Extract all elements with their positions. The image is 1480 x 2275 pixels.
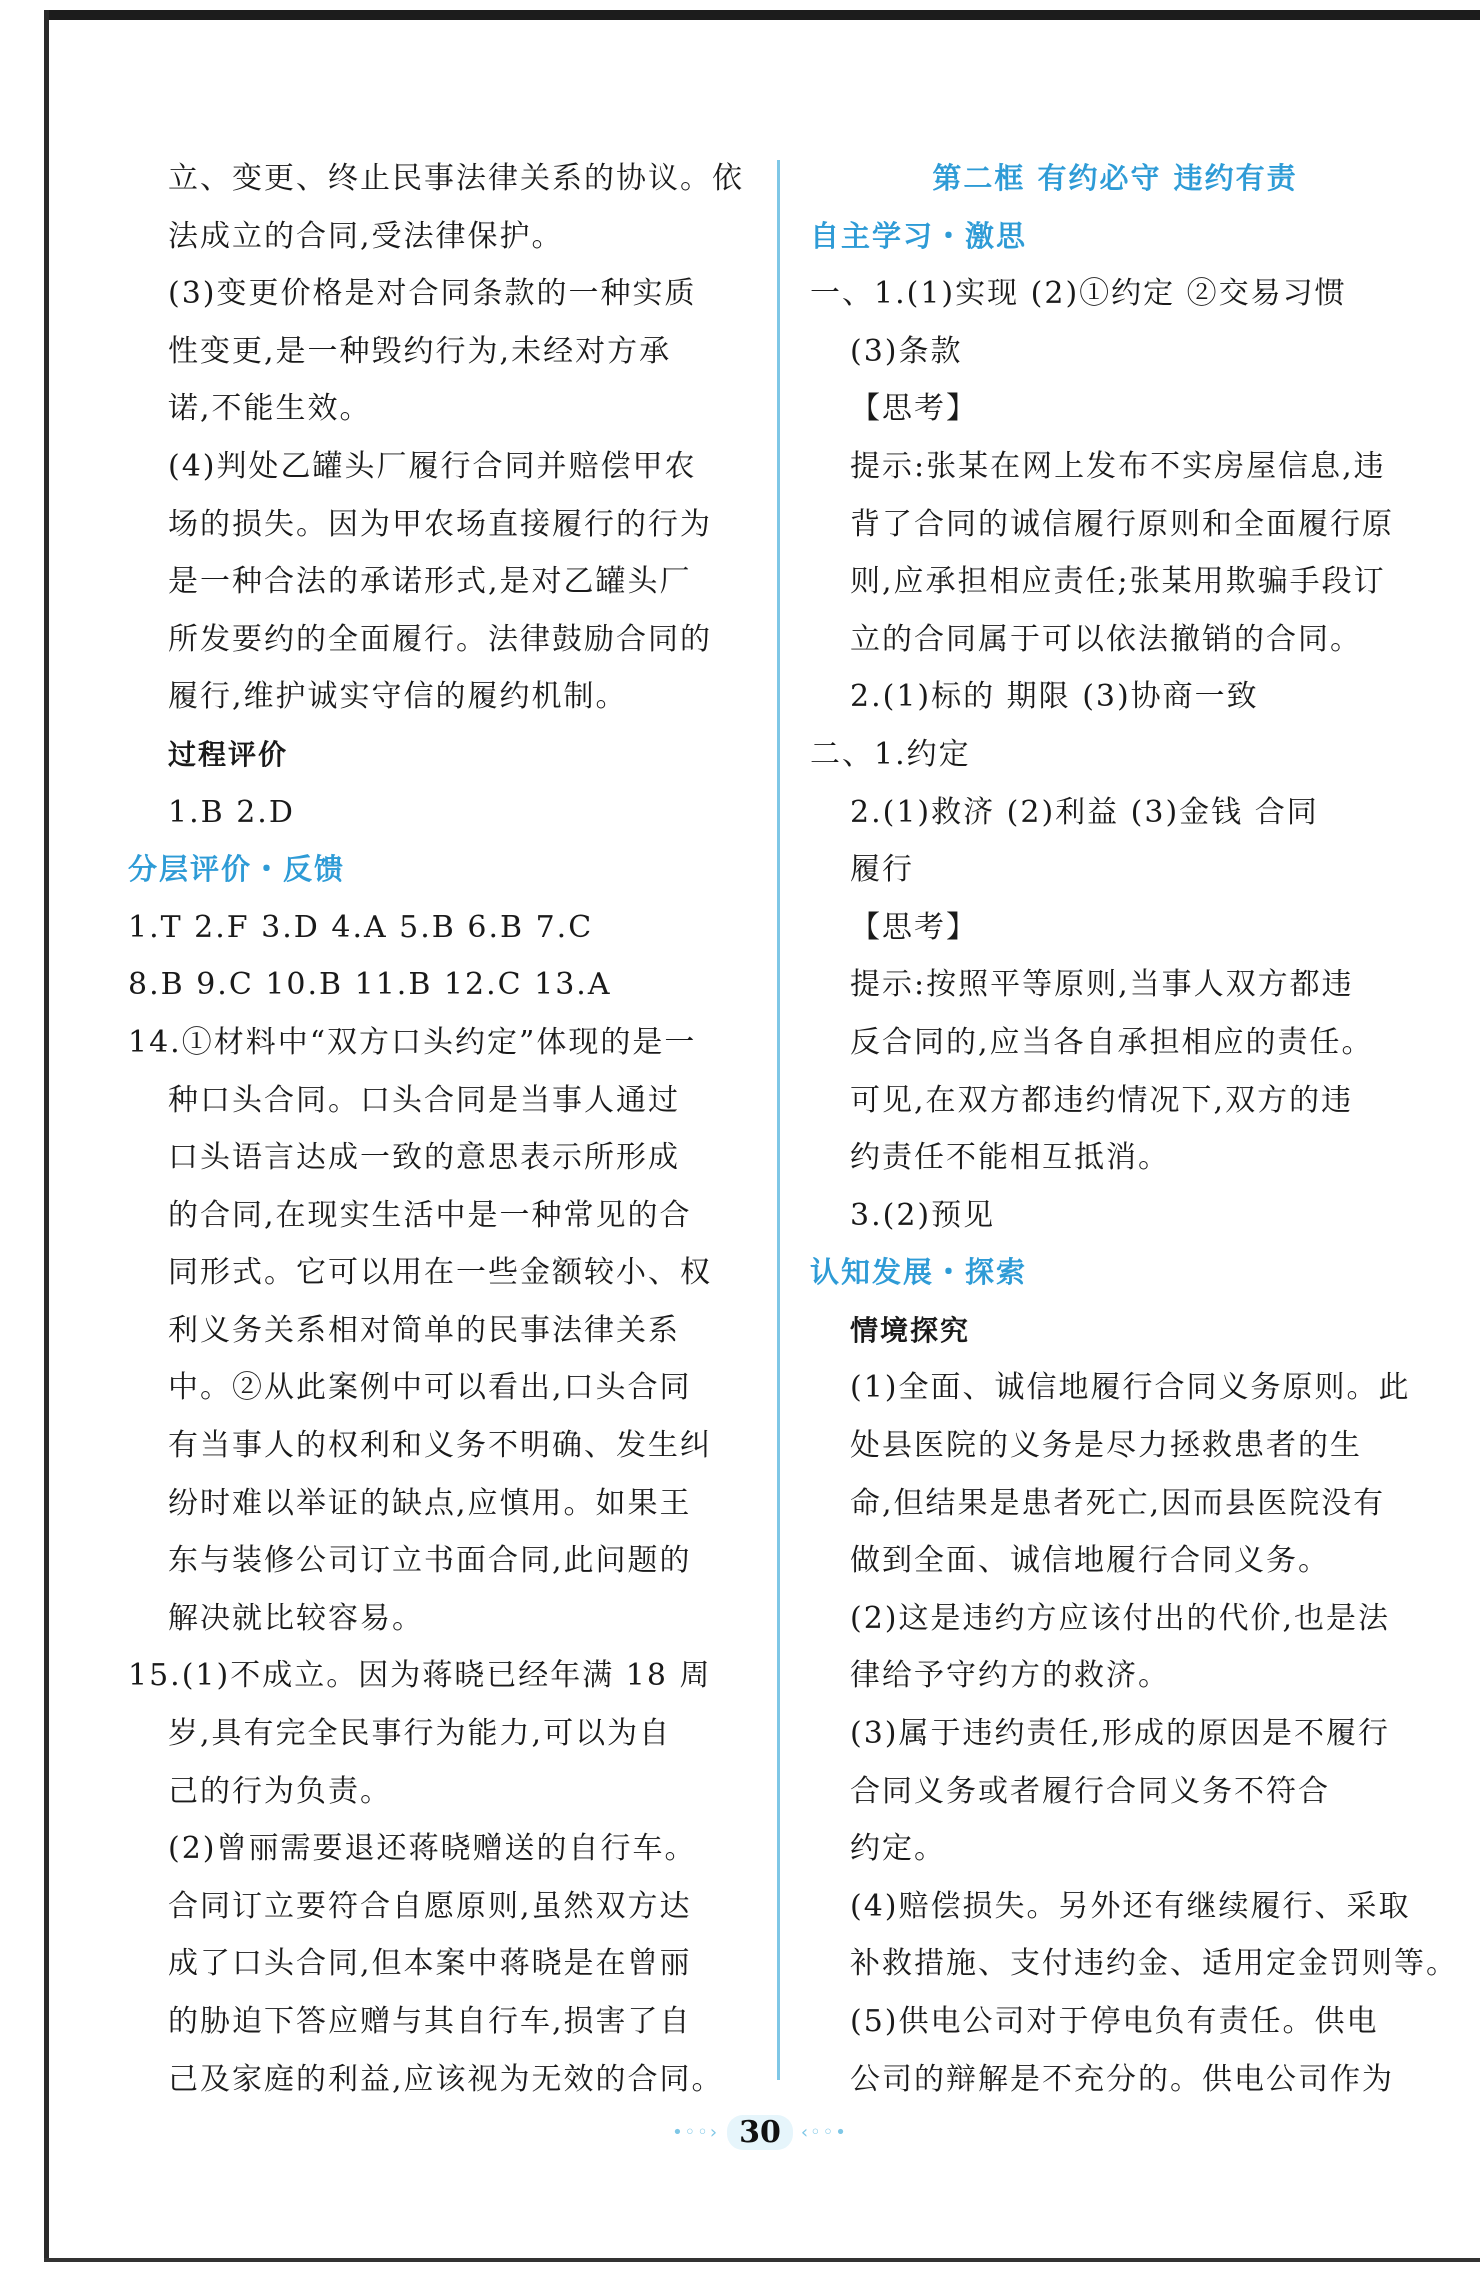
- right-text-line: 补救措施、支付违约金、适用定金罚则等。: [850, 1946, 1458, 1982]
- left-column: [128, 150, 744, 2108]
- left-text-line: 所发要约的全面履行。法律鼓励合同的: [168, 621, 712, 657]
- column-divider: [777, 160, 780, 2080]
- left-text-line: 法成立的合同,受法律保护。: [168, 218, 564, 254]
- right-text-line: (3)条款: [850, 333, 963, 369]
- left-text-line: 同形式。它可以用在一些金额较小、权: [168, 1255, 712, 1291]
- right-text-line: 2.(1)救济 (2)利益 (3)金钱 合同: [850, 794, 1319, 830]
- right-text-line: 立的合同属于可以依法撤销的合同。: [850, 621, 1362, 657]
- right-text-line: 提示:按照平等原则,当事人双方都违: [850, 967, 1354, 1003]
- right-column: [810, 150, 1458, 2108]
- page-bottom-border: [44, 2258, 1480, 2262]
- left-text-line: 场的损失。因为甲农场直接履行的行为: [168, 506, 712, 542]
- right-text-line: 情境探究: [850, 1313, 971, 1347]
- left-text-line: 立、变更、终止民事法律关系的协议。依: [168, 161, 744, 196]
- right-text-line: 【思考】: [850, 391, 978, 427]
- right-text-line: 则,应承担相应责任;张某用欺骗手段订: [850, 564, 1386, 600]
- right-text-line: 3.(2)预见: [850, 1197, 996, 1233]
- right-text-line: 背了合同的诚信履行原则和全面履行原: [850, 506, 1394, 542]
- right-text-line: 【思考】: [850, 909, 978, 945]
- left-text-line: 14.①材料中“双方口头约定”体现的是一: [128, 1024, 697, 1060]
- left-text-line: 有当事人的权利和义务不明确、发生纠: [168, 1428, 712, 1464]
- right-text-line: 处县医院的义务是尽力拯救患者的生: [850, 1428, 1362, 1464]
- left-text-line: 利义务关系相对简单的民事法律关系: [168, 1312, 680, 1348]
- left-text-line: 履行,维护诚实守信的履约机制。: [168, 679, 628, 715]
- right-text-line: 约定。: [850, 1831, 946, 1867]
- right-text-line: 2.(1)标的 期限 (3)协商一致: [850, 679, 1259, 715]
- right-text-line: (5)供电公司对于停电负有责任。供电: [850, 2004, 1379, 2039]
- left-text-line: 1.B 2.D: [168, 794, 295, 830]
- left-text-line: 种口头合同。口头合同是当事人通过: [168, 1082, 680, 1118]
- left-text-line: 成了口头合同,但本案中蒋晓是在曾丽: [168, 1946, 692, 1982]
- left-text-line: 分层评价・反馈: [128, 852, 346, 887]
- left-text-line: 8.B 9.C 10.B 11.B 12.C 13.A: [128, 967, 612, 1003]
- right-text-line: 合同义务或者履行合同义务不符合: [850, 1773, 1330, 1809]
- left-text-line: 岁,具有完全民事行为能力,可以为自: [168, 1716, 672, 1752]
- right-text-line: 可见,在双方都违约情况下,双方的违: [850, 1082, 1354, 1118]
- ornament-left-icon: •◦◦›: [672, 2121, 720, 2143]
- page-top-border: [44, 10, 1480, 20]
- right-text-line: (4)赔偿损失。另外还有继续履行、采取: [850, 1888, 1411, 1924]
- left-text-line: (4)判处乙罐头厂履行合同并赔偿甲农: [168, 448, 697, 484]
- left-text-line: 1.T 2.F 3.D 4.A 5.B 6.B 7.C: [128, 909, 594, 945]
- left-text-line: 诺,不能生效。: [168, 391, 372, 427]
- right-text-line: 反合同的,应当各自承担相应的责任。: [850, 1024, 1374, 1060]
- right-text-line: 履行: [850, 852, 914, 888]
- right-text-line: 公司的辩解是不充分的。供电公司作为: [850, 2061, 1394, 2097]
- right-text-line: 约责任不能相互抵消。: [850, 1140, 1170, 1176]
- left-text-line: 15.(1)不成立。因为蒋晓已经年满 18 周: [128, 1658, 712, 1694]
- right-text-line: (1)全面、诚信地履行合同义务原则。此: [850, 1370, 1411, 1406]
- left-text-line: 东与装修公司订立书面合同,此问题的: [168, 1543, 692, 1579]
- page-number-badge: [672, 2112, 848, 2152]
- right-text-line: 命,但结果是患者死亡,因而县医院没有: [850, 1485, 1386, 1521]
- left-text-line: 口头语言达成一致的意思表示所形成: [168, 1140, 680, 1176]
- right-text-line: 提示:张某在网上发布不实房屋信息,违: [850, 448, 1386, 484]
- right-text-line: (2)这是违约方应该付出的代价,也是法: [850, 1600, 1391, 1636]
- left-text-line: 的胁迫下答应赠与其自行车,损害了自: [168, 2004, 692, 2039]
- right-text-line: 律给予守约方的救济。: [850, 1658, 1170, 1694]
- ornament-right-icon: ‹◦◦•: [800, 2121, 848, 2143]
- left-text-line: (3)变更价格是对合同条款的一种实质: [168, 276, 697, 312]
- left-text-line: 中。②从此案例中可以看出,口头合同: [168, 1370, 692, 1406]
- left-text-line: 解决就比较容易。: [168, 1600, 424, 1636]
- left-text-line: 过程评价: [168, 737, 289, 771]
- right-text-line: 二、1.约定: [810, 736, 971, 772]
- left-text-line: 己及家庭的利益,应该视为无效的合同。: [168, 2061, 724, 2097]
- left-text-line: 是一种合法的承诺形式,是对乙罐头厂: [168, 564, 692, 600]
- left-text-line: 己的行为负责。: [168, 1773, 392, 1809]
- left-text-line: 的合同,在现实生活中是一种常见的合: [168, 1197, 692, 1233]
- right-text-line: 自主学习・激思: [810, 218, 1028, 253]
- right-text-line: 认知发展・探索: [810, 1255, 1028, 1290]
- left-text-line: 纷时难以举证的缺点,应慎用。如果王: [168, 1485, 692, 1521]
- left-text-line: 合同订立要符合自愿原则,虽然双方达: [168, 1888, 692, 1924]
- right-text-line: 做到全面、诚信地履行合同义务。: [850, 1543, 1330, 1579]
- right-text-line: 一、1.(1)实现 (2)①约定 ②交易习惯: [810, 276, 1347, 312]
- page-number: 30: [727, 2115, 793, 2150]
- right-text-line: (3)属于违约责任,形成的原因是不履行: [850, 1716, 1391, 1752]
- page-left-border: [44, 10, 49, 2260]
- right-text-line: 第二框 有约必守 违约有责: [932, 161, 1298, 195]
- left-text-line: 性变更,是一种毁约行为,未经对方承: [168, 333, 672, 369]
- left-text-line: (2)曾丽需要退还蒋晓赠送的自行车。: [168, 1831, 697, 1867]
